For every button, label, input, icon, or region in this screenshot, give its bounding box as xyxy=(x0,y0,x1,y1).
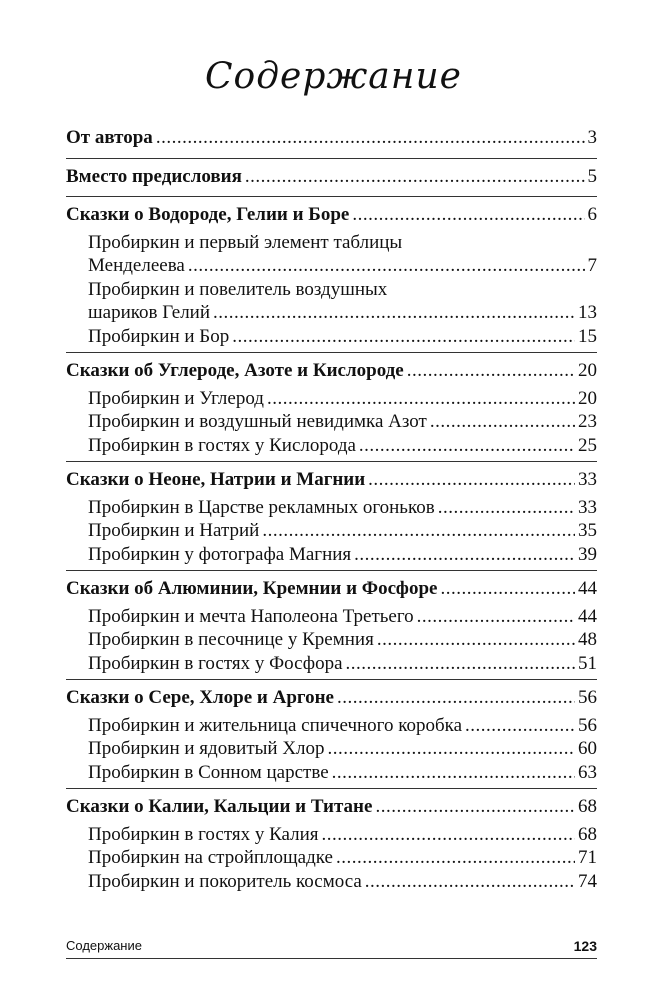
toc-entry-label: шариков Гелий xyxy=(88,302,211,323)
toc-entry-label: Пробиркин в песочнице у Кремния xyxy=(88,629,374,650)
dot-leader xyxy=(417,605,575,629)
dot-leader xyxy=(213,301,575,325)
toc-entry-label: Пробиркин в Сонном царстве xyxy=(88,761,329,783)
dot-leader xyxy=(465,714,575,738)
toc-heading-label: Вместо предисловия xyxy=(66,165,242,187)
toc-page-number: 48 xyxy=(578,629,597,650)
toc-entry[interactable] xyxy=(66,410,597,434)
toc-page-number: 71 xyxy=(578,847,597,868)
toc-entry[interactable] xyxy=(66,737,597,761)
toc-entry[interactable] xyxy=(66,387,597,411)
dot-leader xyxy=(359,434,575,458)
toc-page-number: 51 xyxy=(578,652,597,674)
toc-heading-label: Сказки о Калии, Кальции и Титане xyxy=(66,796,373,817)
toc-entry[interactable] xyxy=(66,823,597,847)
toc-entry-label: Пробиркин и Углерод xyxy=(88,387,264,409)
toc-entry[interactable] xyxy=(66,496,597,520)
toc-section-heading[interactable] xyxy=(66,686,597,710)
dot-leader xyxy=(375,795,575,819)
toc-page-number: 44 xyxy=(578,578,597,599)
toc-section-heading[interactable] xyxy=(66,468,597,492)
toc-section xyxy=(66,577,597,680)
toc-page-number: 7 xyxy=(587,255,597,276)
toc-entry-label: Пробиркин на стройплощадке xyxy=(88,847,333,868)
toc-section xyxy=(66,468,597,571)
toc-entry-label: Пробиркин и мечта Наполеона Третьего xyxy=(88,605,414,627)
toc-heading-label: Сказки о Сере, Хлоре и Аргоне xyxy=(66,687,334,708)
toc-entry[interactable] xyxy=(66,231,597,278)
dot-leader xyxy=(156,126,585,150)
toc-entry[interactable] xyxy=(66,278,597,325)
toc-section xyxy=(66,203,597,353)
toc-page-number: 68 xyxy=(578,796,597,817)
toc-page-number: 13 xyxy=(578,302,597,323)
toc-entry-label: Пробиркин и ядовитый Хлор xyxy=(88,738,325,759)
dot-leader xyxy=(332,761,575,785)
toc-entry-label: Пробиркин у фотографа Магния xyxy=(88,543,352,565)
toc-entry-label: Пробиркин и Натрий xyxy=(88,520,260,541)
toc-heading-label: Сказки о Водороде, Гелии и Боре xyxy=(66,204,350,225)
toc-page-number: 74 xyxy=(578,870,597,892)
dot-leader xyxy=(232,325,575,349)
toc-page-number: 3 xyxy=(587,127,597,148)
toc-section-heading[interactable] xyxy=(66,165,597,189)
toc-entry-label: Пробиркин в гостях у Фосфора xyxy=(88,652,343,674)
toc-section-heading[interactable] xyxy=(66,126,597,150)
dot-leader xyxy=(430,410,575,434)
toc-page-number: 6 xyxy=(587,204,597,225)
toc-entry[interactable] xyxy=(66,628,597,652)
toc-heading-label: Сказки об Углероде, Азоте и Кислороде xyxy=(66,360,404,381)
toc-entry-label-line1: Пробиркин и повелитель воздушных xyxy=(88,278,388,300)
toc-entry[interactable] xyxy=(66,543,597,567)
toc-entry[interactable] xyxy=(66,434,597,458)
toc-page-number: 56 xyxy=(578,687,597,708)
toc-page-number: 15 xyxy=(578,325,597,347)
toc-entry-label: Пробиркин в гостях у Кислорода xyxy=(88,434,356,456)
toc-page-number: 5 xyxy=(587,165,597,187)
toc-entry[interactable] xyxy=(66,519,597,543)
toc-entry-label: Пробиркин и воздушный невидимка Азот xyxy=(88,411,427,432)
dot-leader xyxy=(245,165,585,189)
toc-page-number: 33 xyxy=(578,496,597,518)
toc-section-heading[interactable] xyxy=(66,359,597,383)
toc-page-number: 56 xyxy=(578,714,597,736)
toc-entry[interactable] xyxy=(66,652,597,676)
page-footer xyxy=(66,938,597,959)
toc-heading-label: Сказки об Алюминии, Кремнии и Фосфоре xyxy=(66,578,438,599)
running-footer-label: Содержание xyxy=(66,938,142,953)
toc-entry-label-line1: Пробиркин и первый элемент таблицы xyxy=(88,231,403,253)
dot-leader xyxy=(438,496,575,520)
dot-leader xyxy=(322,823,575,847)
page-number: 123 xyxy=(573,938,597,954)
toc-section xyxy=(66,795,597,897)
toc-entry[interactable] xyxy=(66,846,597,870)
dot-leader xyxy=(354,543,575,567)
toc-entry-label: Пробиркин в гостях у Калия xyxy=(88,823,319,845)
page-title: Содержание xyxy=(205,56,462,97)
dot-leader xyxy=(352,203,584,227)
toc-section-heading[interactable] xyxy=(66,203,597,227)
toc-page-number: 23 xyxy=(578,411,597,432)
toc-page-number: 20 xyxy=(578,387,597,409)
toc-page-number: 33 xyxy=(578,469,597,490)
table-of-contents xyxy=(66,120,597,903)
toc-page-number: 68 xyxy=(578,823,597,845)
toc-entry[interactable] xyxy=(66,761,597,785)
toc-entry[interactable] xyxy=(66,325,597,349)
toc-entry-label: Пробиркин и покоритель космоса xyxy=(88,870,362,892)
toc-heading-label: Сказки о Неоне, Натрии и Магнии xyxy=(66,469,366,490)
toc-page-number: 44 xyxy=(578,605,597,627)
toc-entry-label: Пробиркин и Бор xyxy=(88,325,230,347)
dot-leader xyxy=(188,254,585,278)
toc-page-number: 63 xyxy=(578,761,597,783)
toc-entry[interactable] xyxy=(66,714,597,738)
toc-page-number: 25 xyxy=(578,434,597,456)
dot-leader xyxy=(365,870,575,894)
toc-entry[interactable] xyxy=(66,605,597,629)
dot-leader xyxy=(377,628,575,652)
toc-entry[interactable] xyxy=(66,870,597,894)
dot-leader xyxy=(267,387,575,411)
toc-entry-label: Менделеева xyxy=(88,255,185,276)
dot-leader xyxy=(262,519,575,543)
toc-page-number: 60 xyxy=(578,738,597,759)
toc-page-number: 35 xyxy=(578,520,597,541)
toc-entry-label: Пробиркин в Царстве рекламных огоньков xyxy=(88,496,435,518)
toc-section xyxy=(66,686,597,789)
dot-leader xyxy=(328,737,575,761)
toc-section-heading[interactable] xyxy=(66,795,597,819)
toc-page-number: 20 xyxy=(578,360,597,381)
dot-leader xyxy=(440,577,575,601)
toc-section-heading[interactable] xyxy=(66,577,597,601)
dot-leader xyxy=(346,652,575,676)
dot-leader xyxy=(336,846,575,870)
toc-entry-label: Пробиркин и жительница спичечного коробка xyxy=(88,714,463,736)
toc-heading-label: От автора xyxy=(66,127,153,148)
dot-leader xyxy=(407,359,575,383)
toc-section xyxy=(66,359,597,462)
toc-section xyxy=(66,165,597,198)
dot-leader xyxy=(368,468,575,492)
toc-section xyxy=(66,126,597,159)
toc-page-number: 39 xyxy=(578,543,597,565)
dot-leader xyxy=(337,686,575,710)
